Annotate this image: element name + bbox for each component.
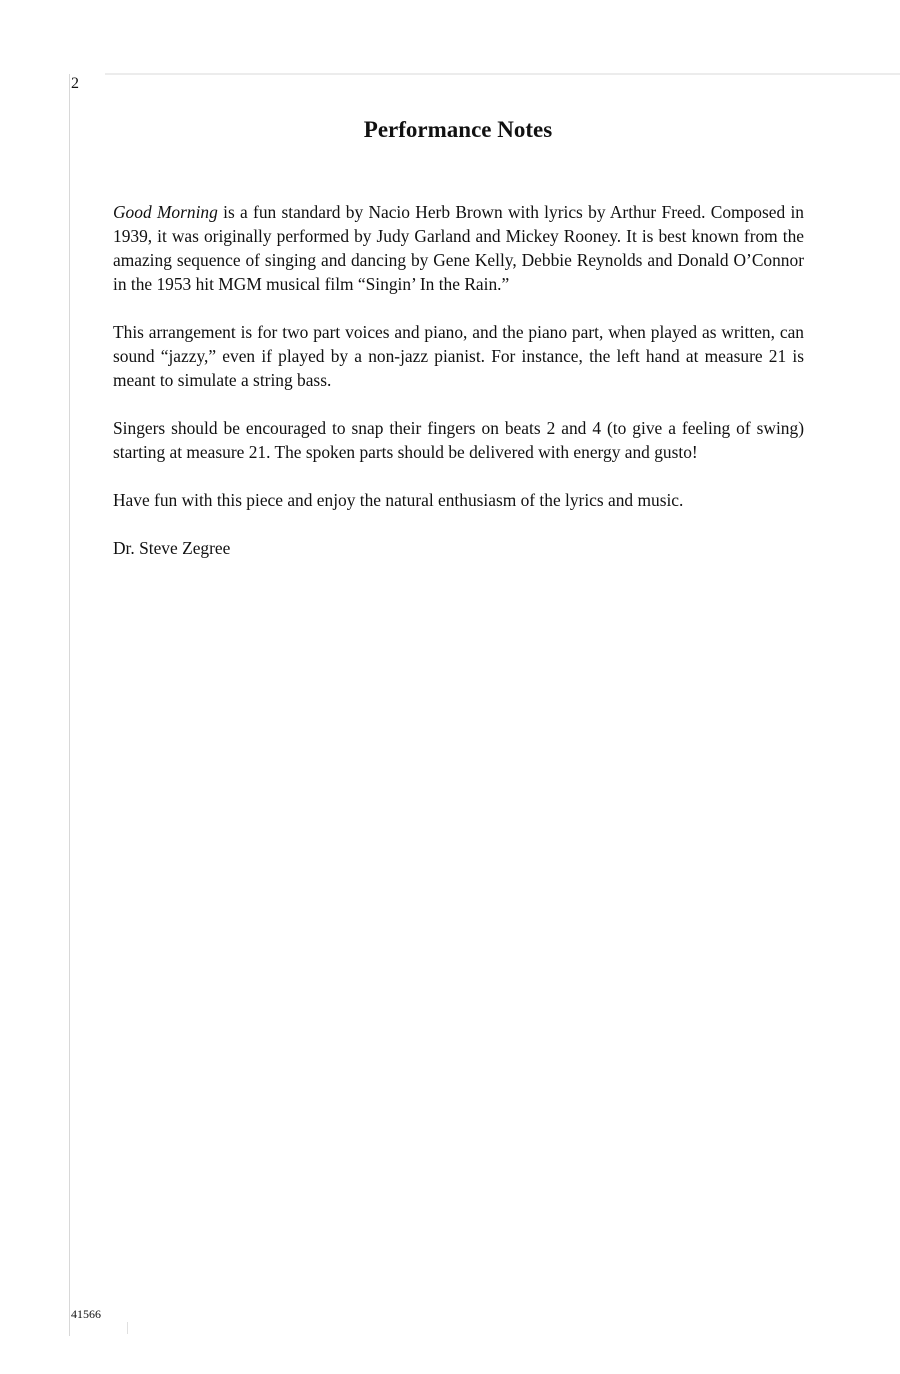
performance-notes-body [113, 200, 804, 560]
song-title: Good Morning [113, 202, 218, 222]
paragraph-intro [113, 200, 804, 296]
page-number: 2 [71, 75, 79, 92]
crop-mark [127, 1322, 128, 1334]
signature: Dr. Steve Zegree [113, 538, 231, 558]
paragraph-intro-text: is a fun standard by Nacio Herb Brown with lyrics by Arthur Freed. Composed in 1939, it was originally performed by Judy Garland and Mickey Rooney. It is best known from the amazing sequence of singing and dancing by Gene Kelly, Debbie Reynolds and Donald O’Connor in the 1953 hit MGM musical film “Singin’ In the Rain.” [113, 202, 804, 294]
paragraph-arrangement: This arrangement is for two part voices and piano, and the piano part, when played as written, can sound “jazzy,” even if played by a non-jazz pianist. For instance, the left hand at measure 21 is meant to simulate a string bass. [113, 322, 804, 390]
page-left-edge [69, 74, 70, 1336]
page-title: Performance Notes [363, 117, 553, 142]
paragraph-have-fun: Have fun with this piece and enjoy the natural enthusiasm of the lyrics and music. [113, 490, 684, 510]
catalog-number: 41566 [71, 1307, 101, 1321]
paragraph-singers: Singers should be encouraged to snap their fingers on beats 2 and 4 (to give a feeling of swing) starting at measure 21. The spoken parts should be delivered with energy and gusto! [113, 418, 804, 462]
page-top-edge [105, 73, 900, 75]
